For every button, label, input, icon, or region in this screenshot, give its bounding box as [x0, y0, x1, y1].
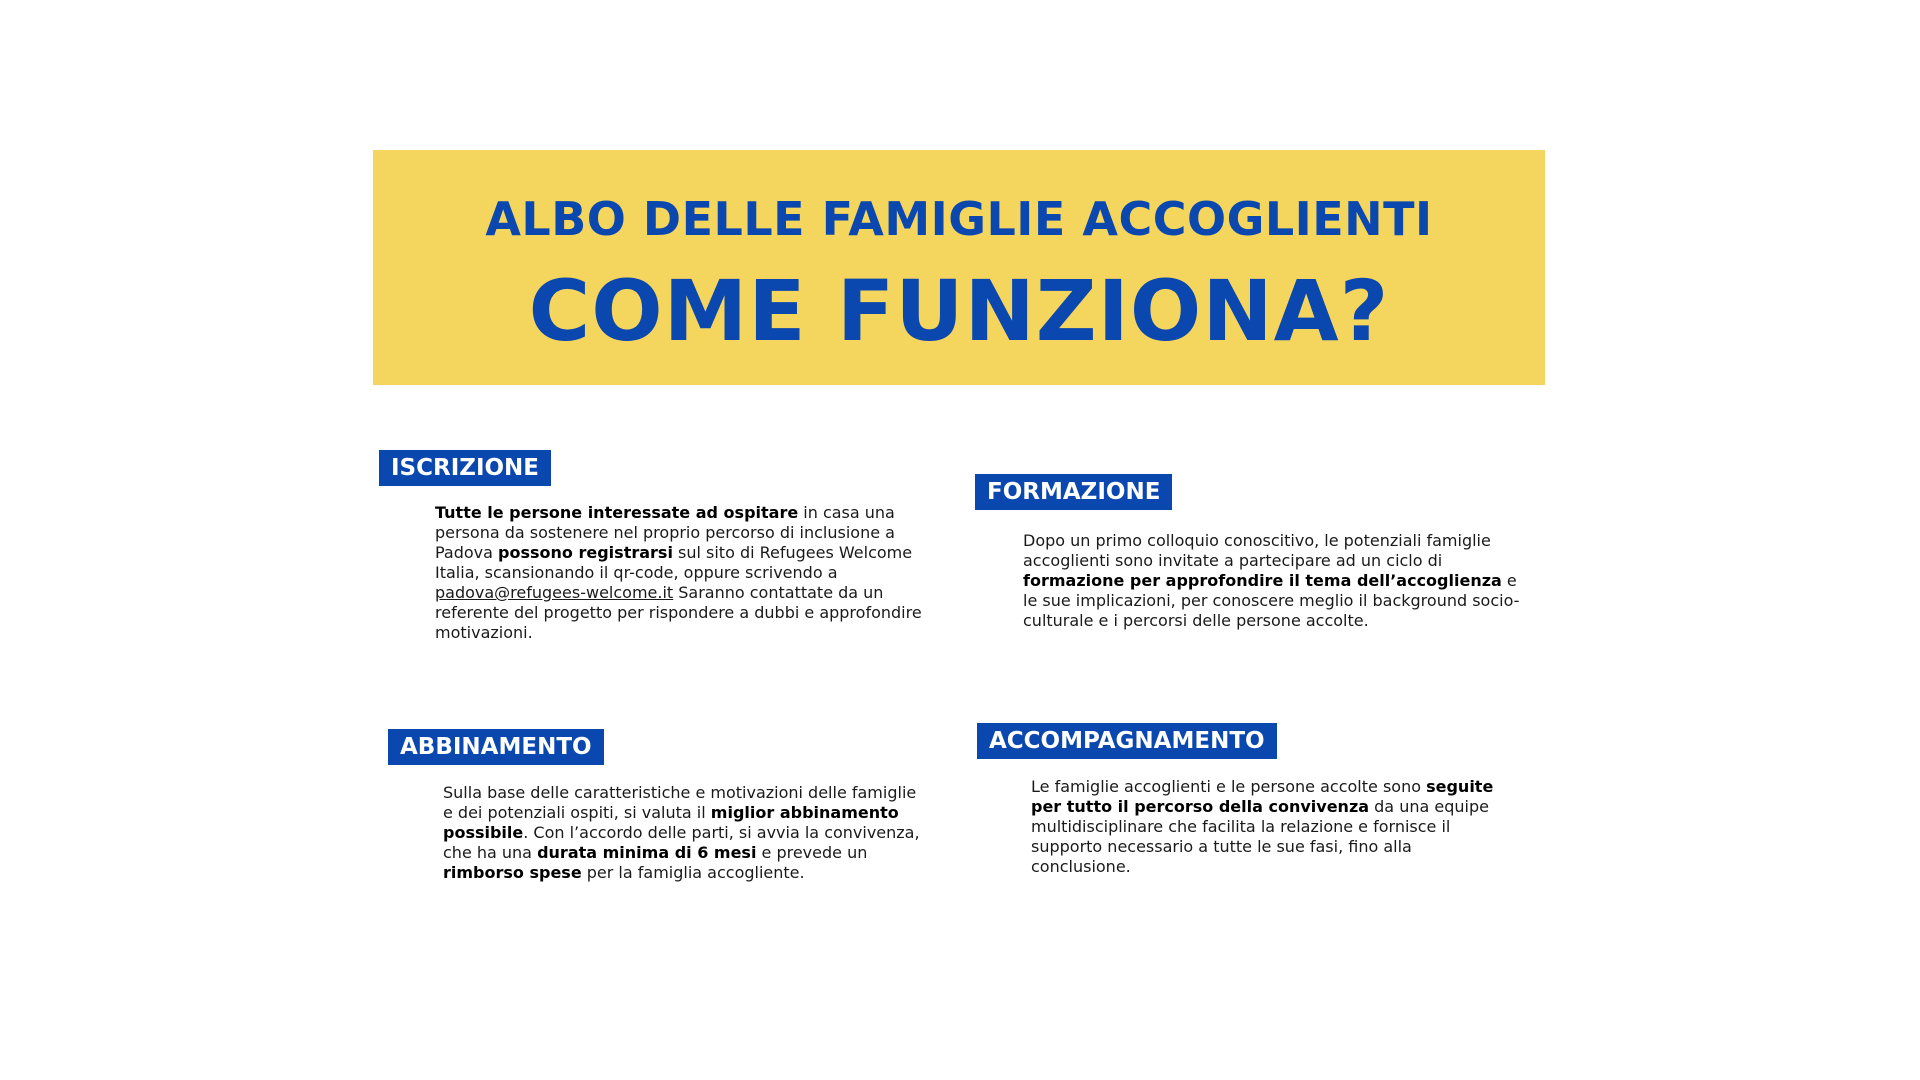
- email-link[interactable]: padova@refugees-welcome.it: [435, 583, 674, 602]
- text-formazione: [1023, 531, 1533, 631]
- formazione-bold-1: formazione per approfondire il tema dell’accoglienza: [1023, 571, 1502, 590]
- abbinamento-bold-3: rimborso spese: [443, 863, 582, 882]
- text-accompagnamento: [1031, 777, 1511, 877]
- abbinamento-text-4: per la famiglia accogliente.: [581, 863, 805, 882]
- text-abbinamento: [443, 783, 928, 883]
- abbinamento-bold-2: durata minima di 6 mesi: [537, 843, 757, 862]
- iscrizione-text-1: in casa una persona da sostenere nel proprio percorso di inclusione a Padova: [435, 503, 895, 562]
- accompagnamento-text-2: da una equipe multidisciplinare che facilita la relazione e fornisce il supporto necessario a tutte le sue fasi, fino alla conclusione.: [1031, 797, 1489, 876]
- label-iscrizione: ISCRIZIONE: [379, 450, 551, 486]
- iscrizione-text-2: sul sito di Refugees Welcome Italia, scansionando il qr-code, oppure scrivendo a: [435, 543, 913, 582]
- abbinamento-text-2: . Con l’accordo delle parti, si avvia la convivenza, che ha una: [443, 823, 920, 862]
- formazione-text-1: Dopo un primo colloquio conoscitivo, le potenziali famiglie accoglienti sono invitate a partecipare ad un ciclo di: [1023, 531, 1491, 570]
- iscrizione-bold-1: Tutte le persone interessate ad ospitare: [435, 503, 799, 522]
- accompagnamento-text-1: Le famiglie accoglienti e le persone accolte sono: [1031, 777, 1427, 796]
- iscrizione-bold-2: possono registrarsi: [498, 543, 673, 562]
- label-formazione: FORMAZIONE: [975, 474, 1172, 510]
- iscrizione-text-3: Saranno contattate da un referente del progetto per rispondere a dubbi e approfondire motivazioni.: [435, 583, 922, 642]
- banner-title: ALBO DELLE FAMIGLIE ACCOGLIENTI: [485, 192, 1433, 246]
- accompagnamento-bold-1: seguite per tutto il percorso della convivenza: [1031, 777, 1494, 816]
- title-banner: [373, 150, 1545, 385]
- label-abbinamento: ABBINAMENTO: [388, 729, 604, 765]
- label-accompagnamento: ACCOMPAGNAMENTO: [977, 723, 1277, 759]
- abbinamento-text-3: e prevede un: [756, 843, 868, 862]
- formazione-text-2: e le sue implicazioni, per conoscere meglio il background socio-culturale e i percorsi delle persone accolte.: [1023, 571, 1520, 630]
- banner-subtitle: COME FUNZIONA?: [528, 262, 1390, 360]
- abbinamento-bold-1: miglior abbinamento possibile: [443, 803, 899, 842]
- abbinamento-text-1: Sulla base delle caratteristiche e motivazioni delle famiglie e dei potenziali ospiti, si valuta il: [443, 783, 917, 822]
- text-iscrizione: [435, 503, 930, 643]
